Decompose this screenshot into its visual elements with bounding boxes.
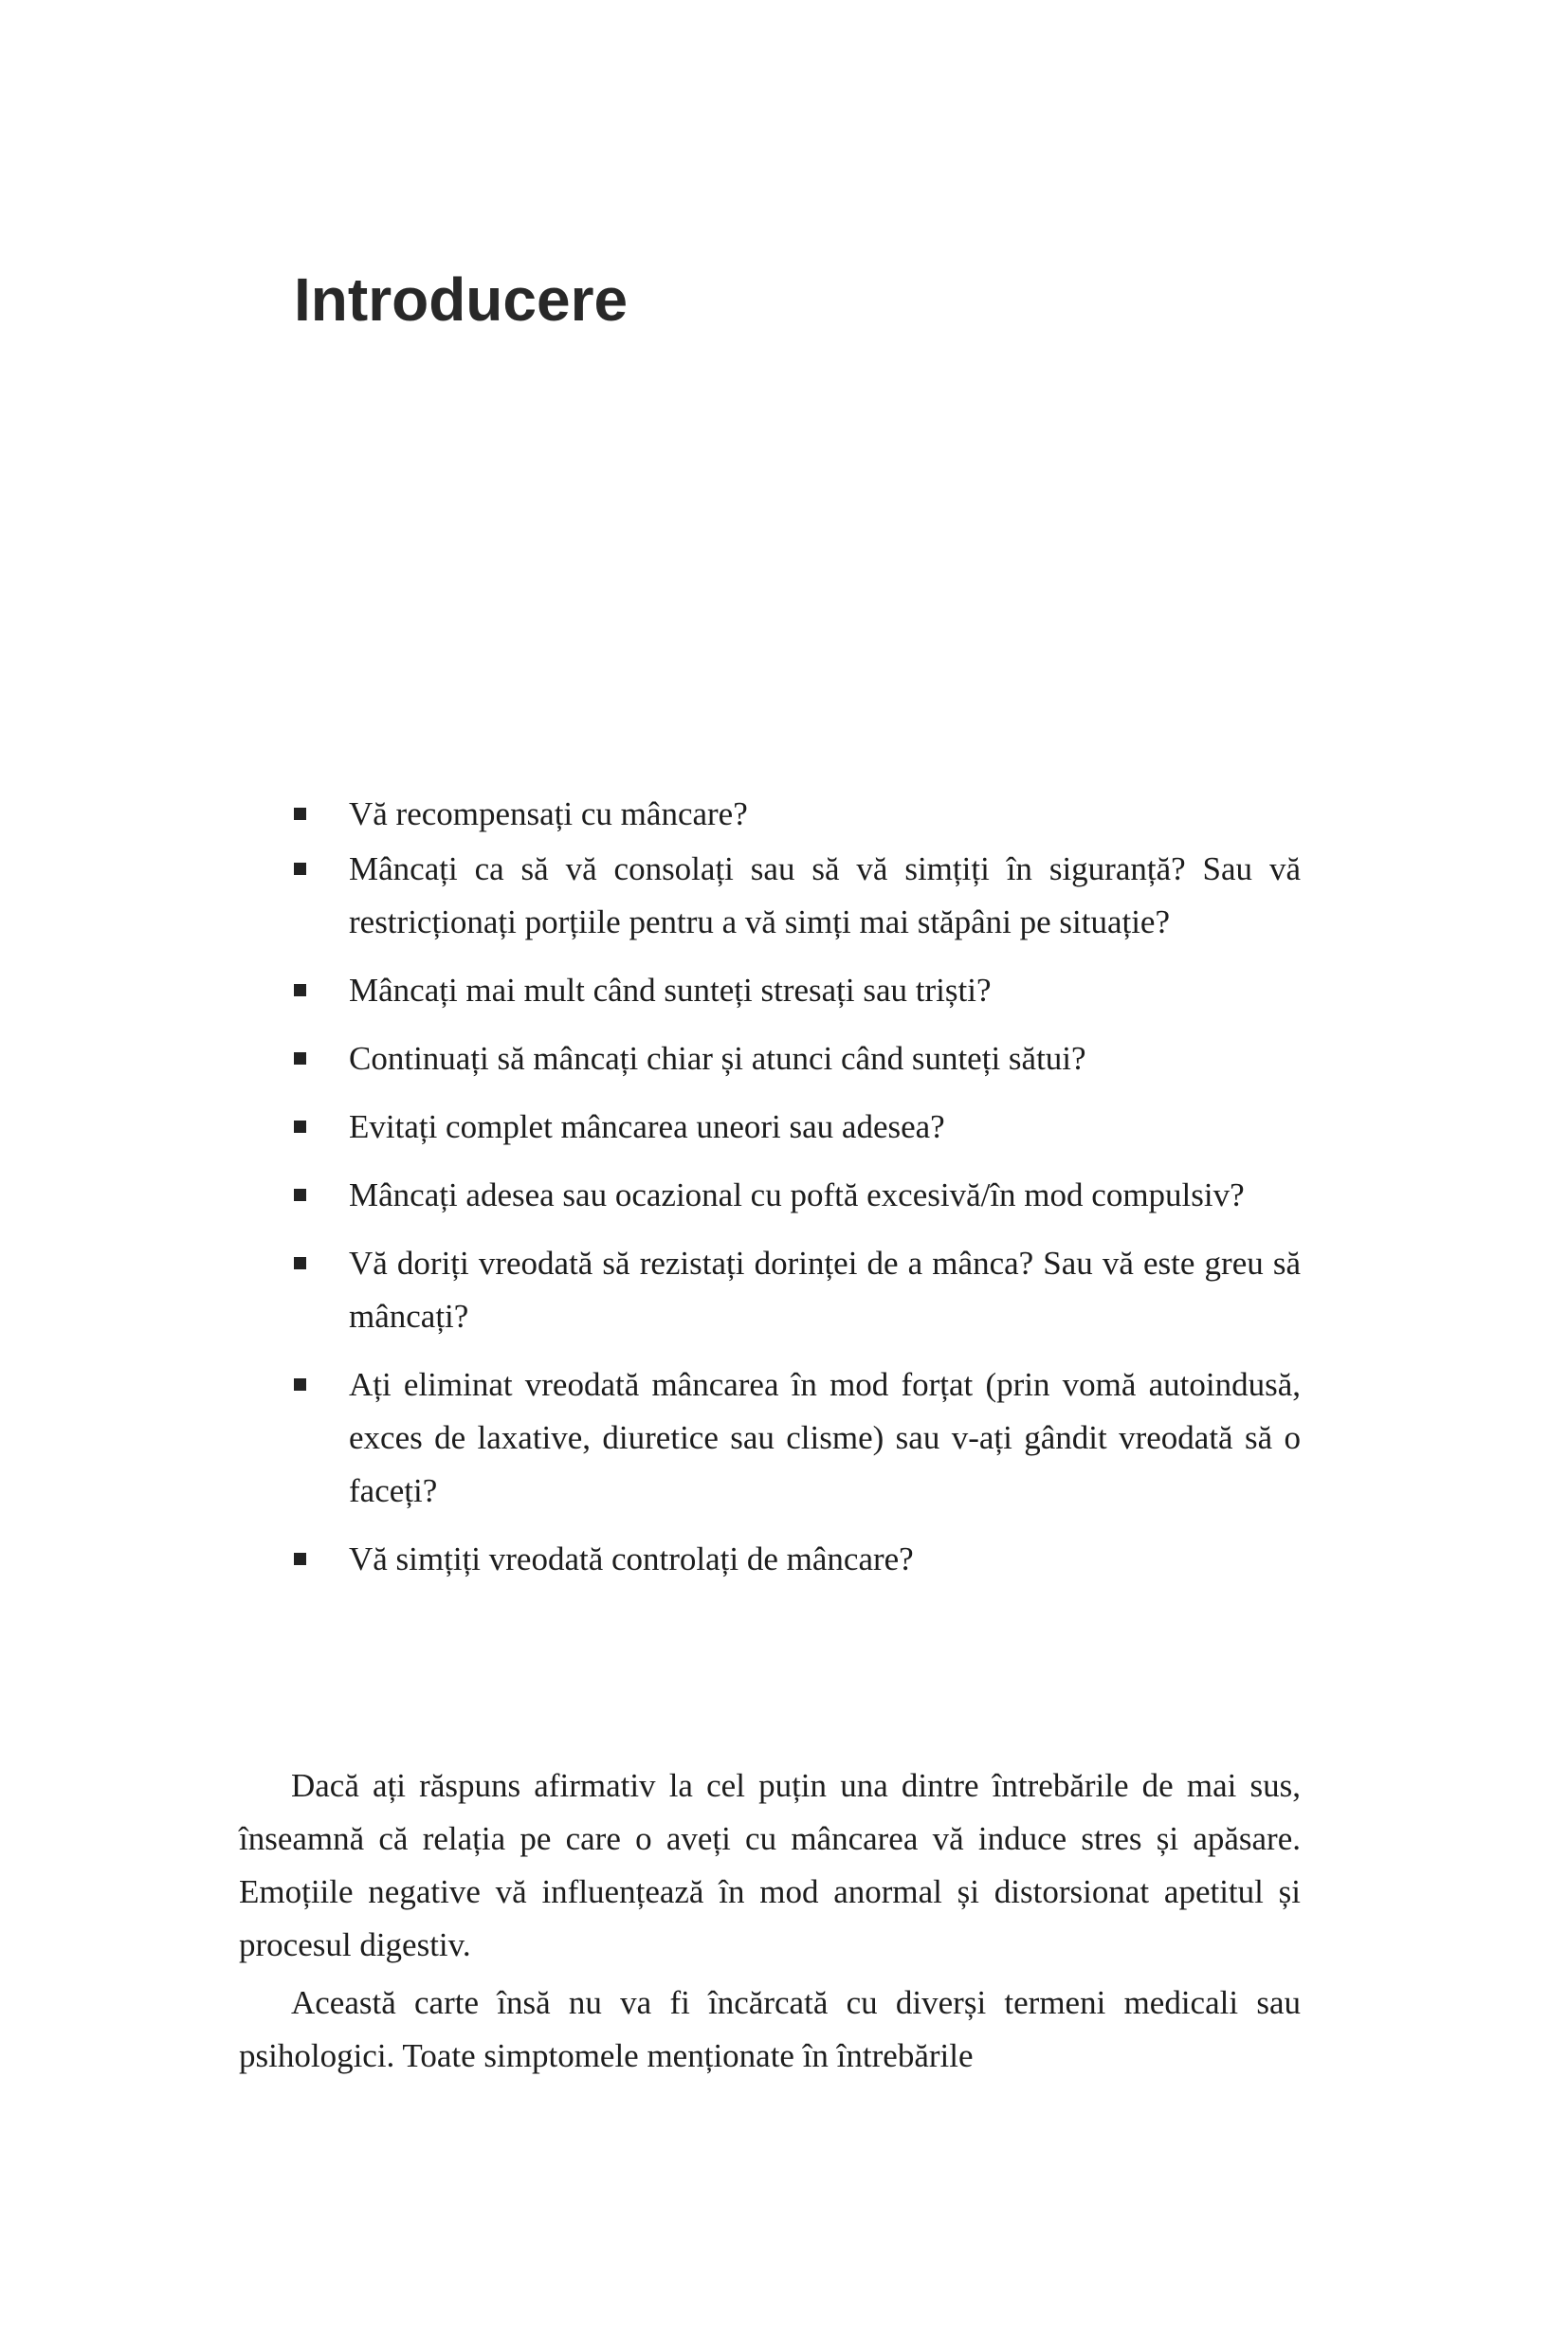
- list-item-text: Vă doriți vreodată să rezistați dorinței de a mânca? Sau vă este greu să mâncați?: [349, 1245, 1301, 1335]
- list-item: [291, 1032, 1301, 1085]
- list-item-text: Mâncați ca să vă consolați sau să vă simțiți în siguranță? Sau vă restricționați porțiile pentru a vă simți mai stăpâni pe situație?: [349, 850, 1301, 940]
- list-item: [291, 1237, 1301, 1343]
- list-item-text: Ați eliminat vreodată mâncarea în mod forțat (prin vomă autoindusă, exces de laxative, diuretice sau clisme) sau v-ați gândit vreodată să o faceți?: [349, 1366, 1301, 1509]
- list-item: [291, 843, 1301, 949]
- paragraph: Dacă ați răspuns afirmativ la cel puțin una dintre întrebările de mai sus, înseamnă că relația pe care o aveți cu mâncarea vă induce stres și apăsare. Emoțiile negative vă influențează în mod anormal și distorsionat apetitul și procesul digestiv.: [239, 1767, 1301, 1963]
- square-bullet-icon: [294, 808, 306, 820]
- list-item-text: Mâncați mai mult când sunteți stresați sau triști?: [349, 972, 992, 1009]
- list-item: [291, 964, 1301, 1017]
- square-bullet-icon: [294, 1189, 306, 1201]
- square-bullet-icon: [294, 1378, 306, 1391]
- list-item-text: Evitați complet mâncarea uneori sau adesea?: [349, 1108, 945, 1145]
- body-paragraphs: [239, 1759, 1301, 2083]
- square-bullet-icon: [294, 863, 306, 875]
- square-bullet-icon: [294, 1121, 306, 1133]
- paragraph: Această carte însă nu va fi încărcată cu diverși termeni medicali sau psihologici. Toate simptomele menționate în întrebările: [239, 1984, 1301, 2074]
- square-bullet-icon: [294, 1553, 306, 1565]
- page-title: Introducere: [294, 265, 629, 334]
- list-item-text: Continuați să mâncați chiar și atunci când sunteți sătui?: [349, 1040, 1086, 1077]
- list-item-text: Vă recompensați cu mâncare?: [349, 795, 748, 832]
- list-item: [291, 1533, 1301, 1586]
- square-bullet-icon: [294, 1052, 306, 1065]
- square-bullet-icon: [294, 984, 306, 996]
- square-bullet-icon: [294, 1257, 306, 1269]
- list-item: [291, 788, 1301, 841]
- list-item: [291, 1358, 1301, 1518]
- question-list: [291, 788, 1301, 1601]
- list-item: [291, 1169, 1301, 1222]
- list-item: [291, 1101, 1301, 1154]
- list-item-text: Vă simțiți vreodată controlați de mâncare?: [349, 1540, 914, 1577]
- list-item-text: Mâncați adesea sau ocazional cu poftă excesivă/în mod compulsiv?: [349, 1176, 1245, 1213]
